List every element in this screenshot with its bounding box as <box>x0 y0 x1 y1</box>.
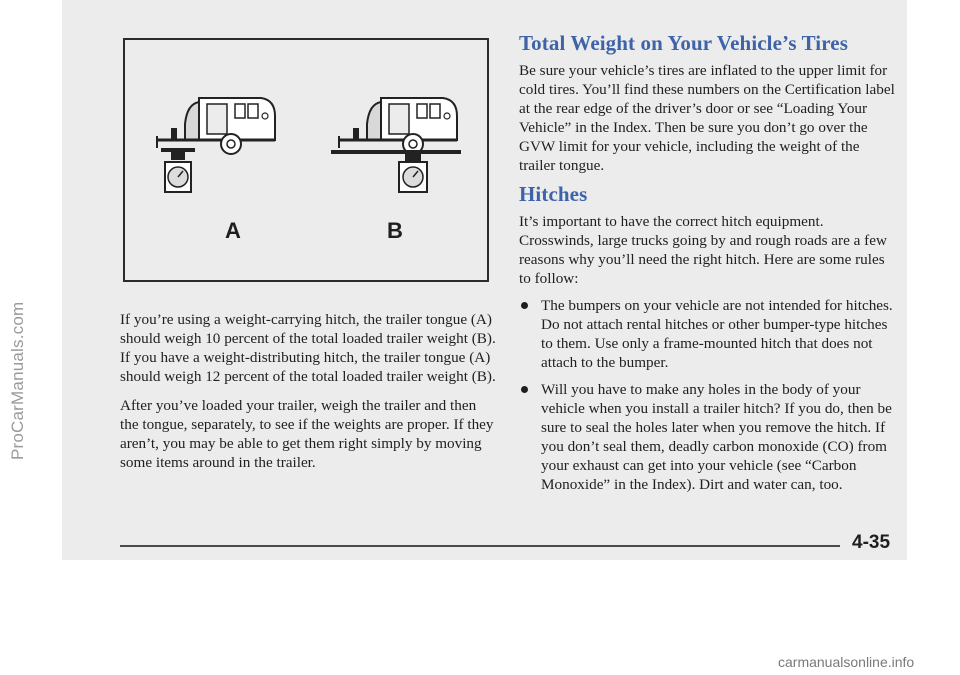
list-item <box>519 296 897 372</box>
bullet-icon <box>521 386 528 393</box>
page-number: 4-35 <box>852 532 891 553</box>
footer-watermark: carmanualsonline.info <box>778 654 915 670</box>
footer-divider <box>120 545 840 547</box>
list-item <box>519 380 897 494</box>
left-column <box>120 310 496 482</box>
trailer-b-drawing <box>331 98 461 192</box>
right-column <box>519 31 897 502</box>
weighing-paragraph: After you’ve loaded your trailer, weigh the trailer and then the tongue, separately, to see if the weights are proper. If they aren’t, you may be able to get them right simply by moving some items around in the trailer. <box>120 397 494 471</box>
side-watermark: ProCarManuals.com <box>8 301 27 460</box>
section-heading-total-weight: Total Weight on Your Vehicle’s Tires <box>519 31 848 55</box>
trailer-illustration <box>125 40 487 280</box>
figure-label-a: A <box>225 218 241 243</box>
section-heading-hitches: Hitches <box>519 182 588 206</box>
bullet-text: Will you have to make any holes in the body of your vehicle when you install a trailer hitch? If you do, then be sure to seal the holes later when you remove the hitch. If you don’t seal them, deadly carbon monoxide (CO) from your exhaust can get into your vehicle (see “Carbon Monoxide” in the Index). Dirt and water can, too. <box>541 381 892 493</box>
tongue-weight-paragraph: If you’re using a weight-carrying hitch, the trailer tongue (A) should weigh 10 percent of the total loaded trailer weight (B). If you have a weight-distributing hitch, the trailer tongue (A) should weigh 12 percent of the total loaded trailer weight (B). <box>120 311 496 385</box>
bullet-text: The bumpers on your vehicle are not intended for hitches. Do not attach rental hitches or other bumper-type hitches to them. Use only a frame-mounted hitch that does not attach to the bumper. <box>541 297 893 371</box>
hitch-rules-list <box>519 296 897 494</box>
total-weight-paragraph: Be sure your vehicle’s tires are inflated to the upper limit for cold tires. You’ll find these numbers on the Certification label at the rear edge of the driver’s door or see “Loading Your Vehicle” in the Index. Then be sure you don’t go over the GVW limit for your vehicle, including the weight of the trailer tongue. <box>519 62 895 174</box>
figure-label-b: B <box>387 218 403 243</box>
trailer-a-drawing <box>157 98 275 192</box>
bullet-icon <box>521 302 528 309</box>
trailer-weight-figure <box>123 38 489 282</box>
hitches-intro-paragraph: It’s important to have the correct hitch equipment. Crosswinds, large trucks going by and rough roads are a few reasons why you’ll need the right hitch. Here are some rules to follow: <box>519 213 887 287</box>
